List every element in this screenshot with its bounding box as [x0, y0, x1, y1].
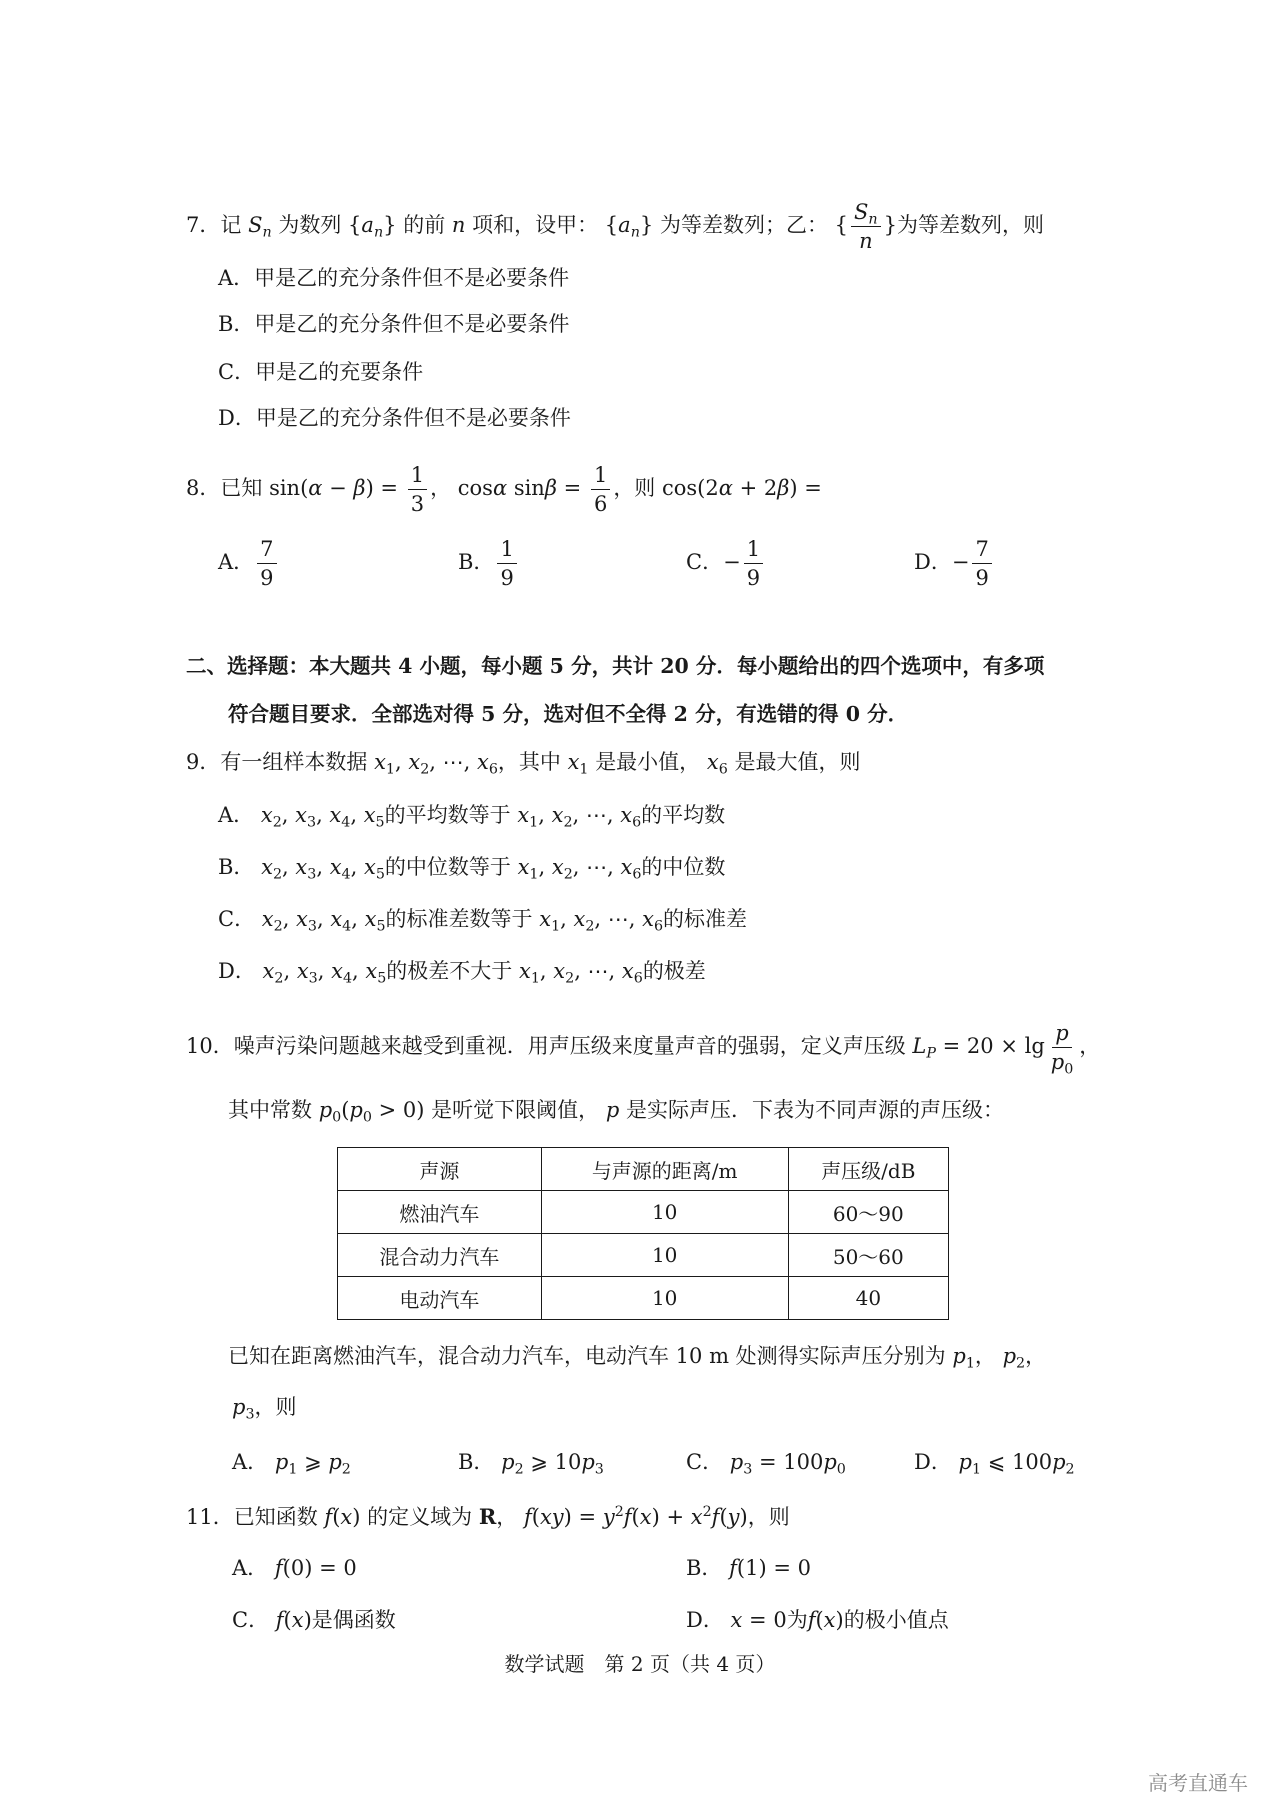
- math-lp-formula: $L_P = 20 \times \lg$ $\frac{p}{p_0}$: [912, 1021, 1074, 1078]
- math-R: R: [478, 1504, 497, 1529]
- question-8-stem: 8．已知 sin(α − β) = $\frac{1}{3}$ ， cosα sinβ = $\frac{1}{6}$ ，则 cos(2α + 2β) =: [186, 463, 822, 517]
- watermark: 高考直通车: [1148, 1771, 1248, 1795]
- math-option-expr: $p_2$ ⩾ $10p_3$: [501, 1450, 604, 1478]
- math-fx: f(x): [807, 1608, 844, 1632]
- question-number: 7．: [186, 213, 221, 238]
- math-x-eq-0: x = 0: [730, 1608, 787, 1632]
- question-10-line3: 已知在距离燃油汽车，混合动力汽车，电动汽车 10 m 处测得实际声压分别为 $p_1$， $p_2$，: [228, 1344, 1047, 1372]
- option-b: B． $\frac{1}{9}$: [458, 538, 520, 589]
- math-x6: $x_6$: [706, 750, 728, 778]
- table-header: 声源: [338, 1148, 542, 1191]
- math-p2: $p_2$: [1002, 1344, 1026, 1372]
- option-c: C． $x_2$, $x_3$, $x_4$, $x_5$的标准差数等于 $x_1$, $x_2$, ⋯, $x_6$的标准差: [218, 907, 748, 935]
- math-p: p: [605, 1098, 620, 1122]
- math-sn-over-n: { $\frac{S_n}{n}$ }: [834, 200, 897, 254]
- math-cos-sin-expr: cosα sinβ = $\frac{1}{6}$: [458, 476, 614, 500]
- math-sn: $S_n$: [248, 213, 272, 241]
- option-b: B． $x_2$, $x_3$, $x_4$, $x_5$的中位数等于 $x_1$, $x_2$, ⋯, $x_6$的中位数: [218, 855, 726, 883]
- option-d: D．甲是乙的充分条件但不是必要条件: [218, 406, 571, 430]
- table-cell: 燃油汽车: [338, 1191, 542, 1234]
- math-fx: f(x): [275, 1608, 312, 1632]
- math-x2-x5: $x_2$, $x_3$, $x_4$, $x_5$: [262, 959, 387, 987]
- math-an-set: $\{a_n\}$: [348, 213, 397, 241]
- table-cell: 60～90: [788, 1191, 948, 1234]
- table-cell: 混合动力汽车: [338, 1234, 542, 1277]
- question-10-line2: 其中常数 $p_0(p_0 > 0)$ 是听觉下限阈值， p 是实际声压．下表为不同声源的声压级：: [228, 1098, 1004, 1126]
- option-d: D．− $\frac{7}{9}$: [914, 538, 995, 589]
- sound-level-table: [337, 1147, 949, 1320]
- math-x2-x5: $x_2$, $x_3$, $x_4$, $x_5$: [260, 803, 385, 831]
- option-a: A． $x_2$, $x_3$, $x_4$, $x_5$的平均数等于 $x_1$, $x_2$, ⋯, $x_6$的平均数: [218, 803, 726, 831]
- math-option-expr: $p_1$ ⩽ $100p_2$: [958, 1450, 1075, 1478]
- math-x2-x5: $x_2$, $x_3$, $x_4$, $x_5$: [261, 855, 385, 883]
- option-b: B． f(1) = 0: [686, 1556, 811, 1580]
- math-cos-target: cos(2α + 2β) =: [662, 476, 822, 501]
- table-cell: 10: [541, 1277, 788, 1320]
- math-x1-x6: $x_1$, $x_2$, ⋯, $x_6$: [539, 907, 664, 935]
- math-sin-expr: sin(α − β) = $\frac{1}{3}$: [269, 476, 430, 500]
- option-c: C． f(x)是偶函数: [232, 1608, 396, 1632]
- option-a: A． $p_1$ ⩾ $p_2$: [232, 1450, 351, 1478]
- math-an-set: $\{a_n\}$: [604, 213, 654, 241]
- table-header: 与声源的距离/m: [541, 1148, 788, 1191]
- option-c: C． $p_3 = 100p_0$: [686, 1450, 846, 1478]
- section-heading-cont: 符合题目要求．全部选对得 5 分，选对但不全得 2 分，有选错的得 0 分．: [228, 702, 909, 726]
- math-x1-x6: $x_1$, $x_2$, ⋯, $x_6$: [374, 750, 498, 778]
- question-number: 11．: [186, 1505, 234, 1529]
- math-p3: $p_3$: [232, 1395, 255, 1423]
- table-row: [338, 1234, 949, 1277]
- question-11-stem: 11．已知函数 f(x) 的定义域为 R， $f(xy) = y^2f(x) + x^2f(y)$，则: [186, 1504, 790, 1529]
- table-header: 声压级/dB: [788, 1148, 948, 1191]
- math-x1-x6: $x_1$, $x_2$, ⋯, $x_6$: [518, 959, 643, 987]
- question-9-stem: 9．有一组样本数据 $x_1$, $x_2$, ⋯, $x_6$，其中 $x_1$ 是最小值， $x_6$ 是最大值，则: [186, 750, 861, 778]
- table-cell: 40: [788, 1277, 948, 1320]
- table-row: [338, 1277, 949, 1320]
- table-cell: 10: [541, 1234, 788, 1277]
- option-b: B．甲是乙的充分条件但不是必要条件: [218, 312, 570, 336]
- math-option-expr: f(1) = 0: [729, 1556, 811, 1580]
- table-cell: 10: [541, 1191, 788, 1234]
- math-p1: $p_1$: [952, 1344, 975, 1372]
- table-cell: 电动汽车: [338, 1277, 542, 1320]
- math-p0: $p_0(p_0 > 0)$: [318, 1098, 425, 1126]
- option-c: C．− $\frac{1}{9}$: [686, 538, 766, 589]
- page-footer: 数学试题 第 2 页（共 4 页）: [504, 1652, 776, 1676]
- math-x1: $x_1$: [567, 750, 589, 778]
- question-10-stem: 10．噪声污染问题越来越受到重视．用声压级来度量声音的强弱，定义声压级 $L_P = 20 \times \lg$ $\frac{p}{p_0}$ ，: [186, 1021, 1101, 1078]
- table-row: [338, 1191, 949, 1234]
- option-c: C．甲是乙的充要条件: [218, 360, 424, 384]
- option-a: A． f(0) = 0: [232, 1556, 357, 1580]
- math-option-expr: $p_1$ ⩾ $p_2$: [274, 1450, 351, 1478]
- section-heading: 二、选择题：本大题共 4 小题，每小题 5 分，共计 20 分．每小题给出的四个选项中，有多项: [186, 654, 1045, 678]
- option-a: A．甲是乙的充分条件但不是必要条件: [218, 266, 570, 290]
- table-header-row: [338, 1148, 949, 1191]
- option-d: D． $p_1$ ⩽ $100p_2$: [914, 1450, 1075, 1478]
- math-option-expr: $p_3 = 100p_0$: [729, 1450, 846, 1478]
- math-option-expr: f(0) = 0: [274, 1556, 357, 1580]
- math-fx: f(x): [324, 1505, 361, 1529]
- math-x1-x6: $x_1$, $x_2$, ⋯, $x_6$: [517, 803, 642, 831]
- math-functional-eq: $f(xy) = y^2f(x) + x^2f(y)$: [523, 1504, 748, 1529]
- math-x1-x6: $x_1$, $x_2$, ⋯, $x_6$: [517, 855, 642, 883]
- question-number: 8．: [186, 476, 221, 501]
- math-x2-x5: $x_2$, $x_3$, $x_4$, $x_5$: [261, 907, 386, 935]
- question-number: 10．: [186, 1034, 234, 1059]
- option-a: A． $\frac{7}{9}$: [218, 538, 280, 589]
- option-d: D． x = 0为f(x)的极小值点: [686, 1608, 949, 1632]
- question-number: 9．: [186, 750, 221, 774]
- table-cell: 50～60: [788, 1234, 948, 1277]
- question-7-stem: 7．记 $S_n$ 为数列 $\{a_n\}$ 的前 n 项和，设甲： $\{a_n\}$ 为等差数列；乙： { $\frac{S_n}{n}$ }为等差数列，则: [186, 200, 1044, 254]
- option-b: B． $p_2$ ⩾ $10p_3$: [458, 1450, 604, 1478]
- option-d: D． $x_2$, $x_3$, $x_4$, $x_5$的极差不大于 $x_1$, $x_2$, ⋯, $x_6$的极差: [218, 959, 706, 987]
- question-10-line4: $p_3$，则: [232, 1395, 297, 1423]
